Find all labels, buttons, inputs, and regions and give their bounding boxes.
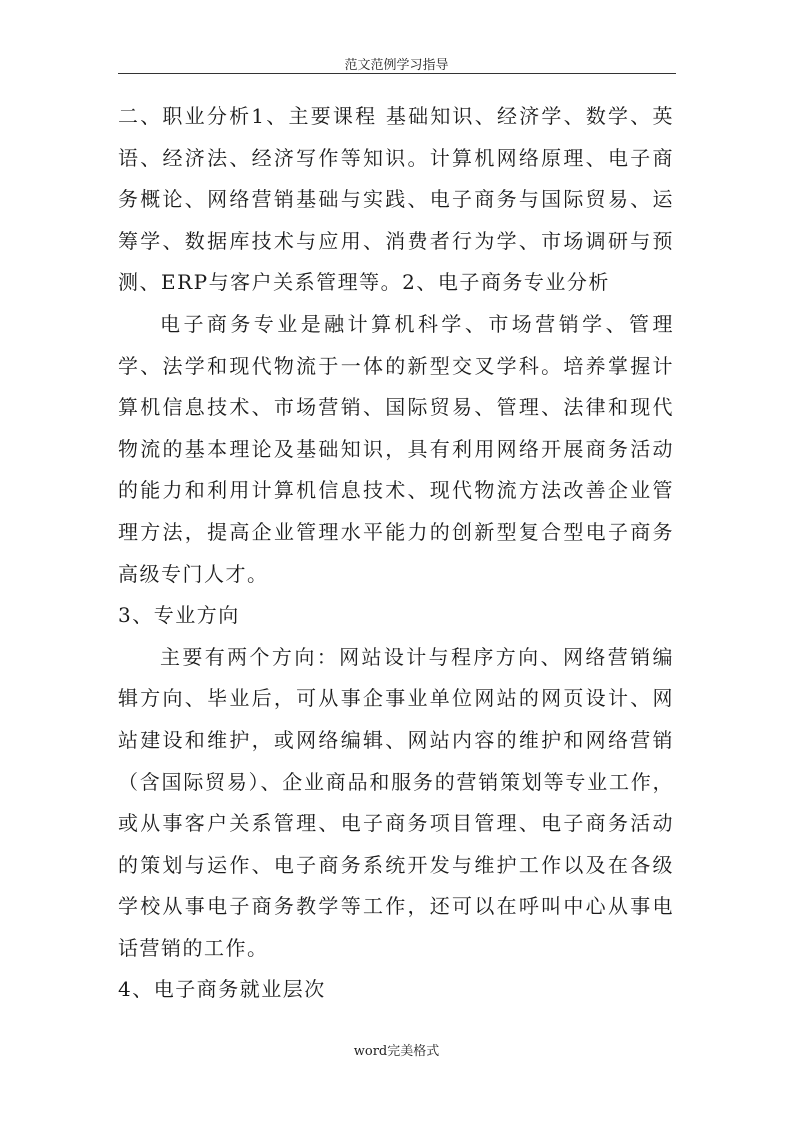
heading-major-direction: 3、专业方向 [118,603,240,628]
heading-employment-levels: 4、电子商务就业层次 [118,977,326,1002]
page-header: 范文范例学习指导 [344,58,449,73]
page-footer: word完美格式 [353,1044,440,1059]
paragraph-major-direction: 主要有两个方向：网站设计与程序方向、网络营销编辑方向、毕业后，可从事企事业单位网站的网页设计、网站建设和维护，或网络编辑、网站内容的维护和网络营销（含国际贸易）、企业商品和服务的营销策划等专业工作，或从事客户关系管理、电子商务项目管理、电子商务活动的策划与运作、电子商务系统开发与维护工作以及在各级学校从事电子商务教学等工作，还可以在呼叫中心从事电话营销的工作。 [118,644,674,960]
header-divider [118,73,676,74]
paragraph-major-analysis: 电子商务专业是融计算机科学、市场营销学、管理学、法学和现代物流于一体的新型交叉学科。培养掌握计算机信息技术、市场营销、国际贸易、管理、法律和现代物流的基本理论及基础知识，具有利用网络开展商务活动的能力和利用计算机信息技术、现代物流方法改善企业管理方法，提高企业管理水平能力的创新型复合型电子商务高级专门人才。 [118,311,674,586]
paragraph-career-analysis: 二、职业分析1、主要课程 基础知识、经济学、数学、英语、经济法、经济写作等知识。计算机网络原理、电子商务概论、网络营销基础与实践、电子商务与国际贸易、运筹学、数据库技术与应用、消费者行为学、市场调研与预测、ERP与客户关系管理等。2、电子商务专业分析 [118,104,674,295]
document-body [118,96,674,1011]
